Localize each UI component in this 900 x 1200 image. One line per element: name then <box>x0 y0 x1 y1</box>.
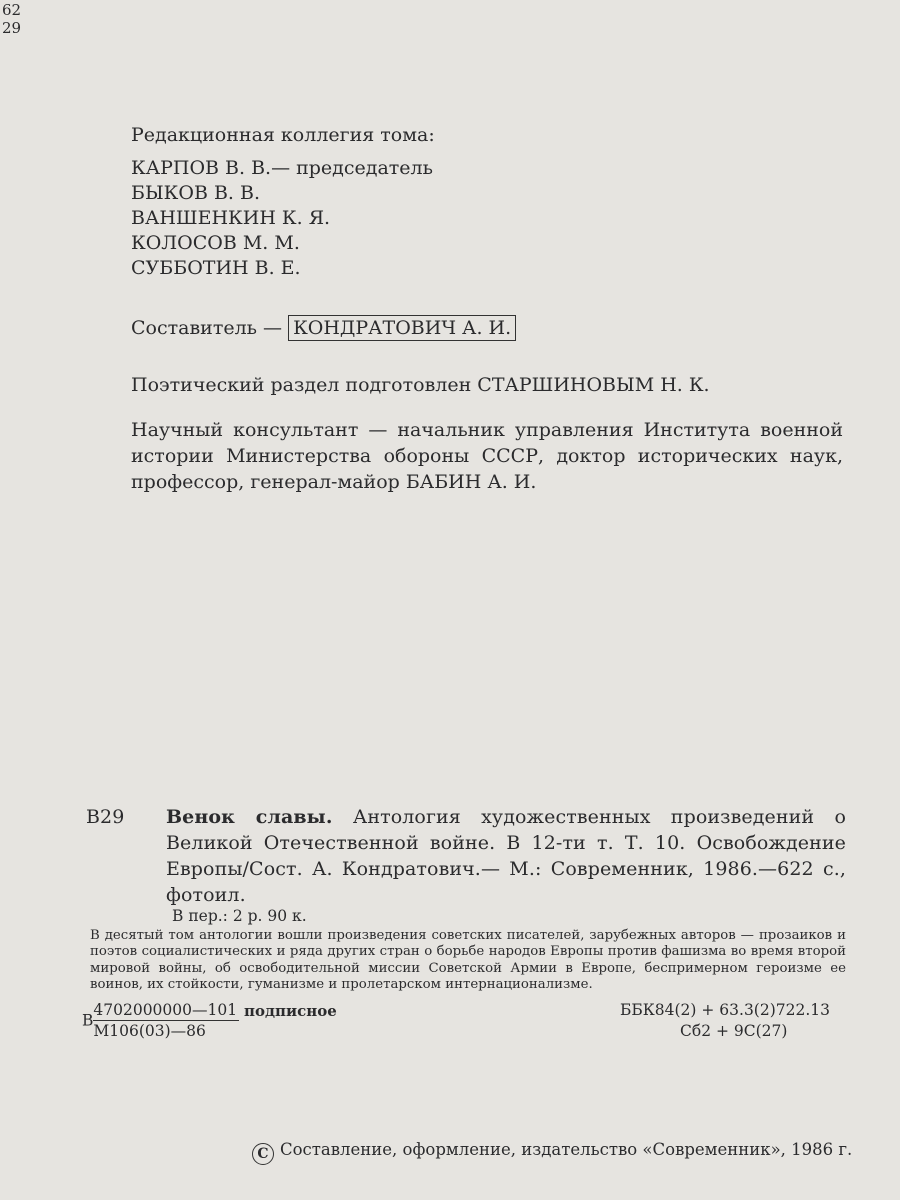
index-denominator: М106(03)—86 <box>93 1022 206 1040</box>
poetry-note: Поэтический раздел подготовлен СТАРШИНОВЫМ Н. К. <box>131 374 710 396</box>
bbk-code: ББК84(2) + 63.3(2)722.13 <box>620 1001 830 1019</box>
compiler-name-box: КОНДРАТОВИЧ А. И. <box>288 315 516 341</box>
copyright-icon: С <box>252 1143 274 1165</box>
compiler-line <box>131 315 516 341</box>
catalog-description: Антология художественных произведений о Великой Отечественной войне. В 12-ти т. Т. 10. Освобождение Европы/Сост. А. Кондратович.— М.: Современник, 1986.—622 с., фотоил. <box>166 806 846 906</box>
index-prefix: В <box>82 1011 94 1030</box>
consultant-paragraph: Научный консультант — начальник управления Института военной истории Министерства обороны СССР, доктор исторических наук, профессор, генерал-майор БАБИН А. И. <box>131 419 843 493</box>
copyright-text: Составление, оформление, издательство «Современник», 1986 г. <box>280 1140 853 1159</box>
price: В пер.: 2 р. 90 к. <box>172 907 307 925</box>
board-heading: Редакционная коллегия тома: <box>131 124 435 146</box>
copyright-line <box>252 1138 852 1165</box>
board-member: СУББОТИН В. Е. <box>131 257 301 279</box>
bbk-code-secondary: Сб2 + 9С(27) <box>680 1022 788 1040</box>
catalog-code: В29 <box>86 806 125 828</box>
annotation-abstract: В десятый том антологии вошли произведения советских писателей, зарубежных авторов — прозаиков и поэтов социалистических и ряда других стран о борьбе народов Европы против фашизма во время второй мировой войны, об освободительной миссии Советской Армии в Европе, беспримерном героизме ее воинов, их стойкости, гуманизме и пролетарском интернационализме. <box>90 928 846 992</box>
subscription-label: подписное <box>244 1001 337 1020</box>
compiler-label: Составитель — <box>131 317 283 339</box>
board-member: БЫКОВ В. В. <box>131 182 260 204</box>
catalog-entry <box>166 804 846 908</box>
board-member: КАРПОВ В. В.— председатель <box>131 157 433 179</box>
corner-mark-top: 62 <box>2 1 22 19</box>
board-member: ВАНШЕНКИН К. Я. <box>131 207 331 229</box>
index-numerator: 4702000000—101 <box>93 1001 238 1019</box>
board-member: КОЛОСОВ М. М. <box>131 232 300 254</box>
index-fraction <box>93 1000 239 1041</box>
catalog-title: Венок славы. <box>166 806 333 828</box>
corner-mark-bottom: 29 <box>2 19 22 37</box>
classification-index <box>82 1000 337 1041</box>
